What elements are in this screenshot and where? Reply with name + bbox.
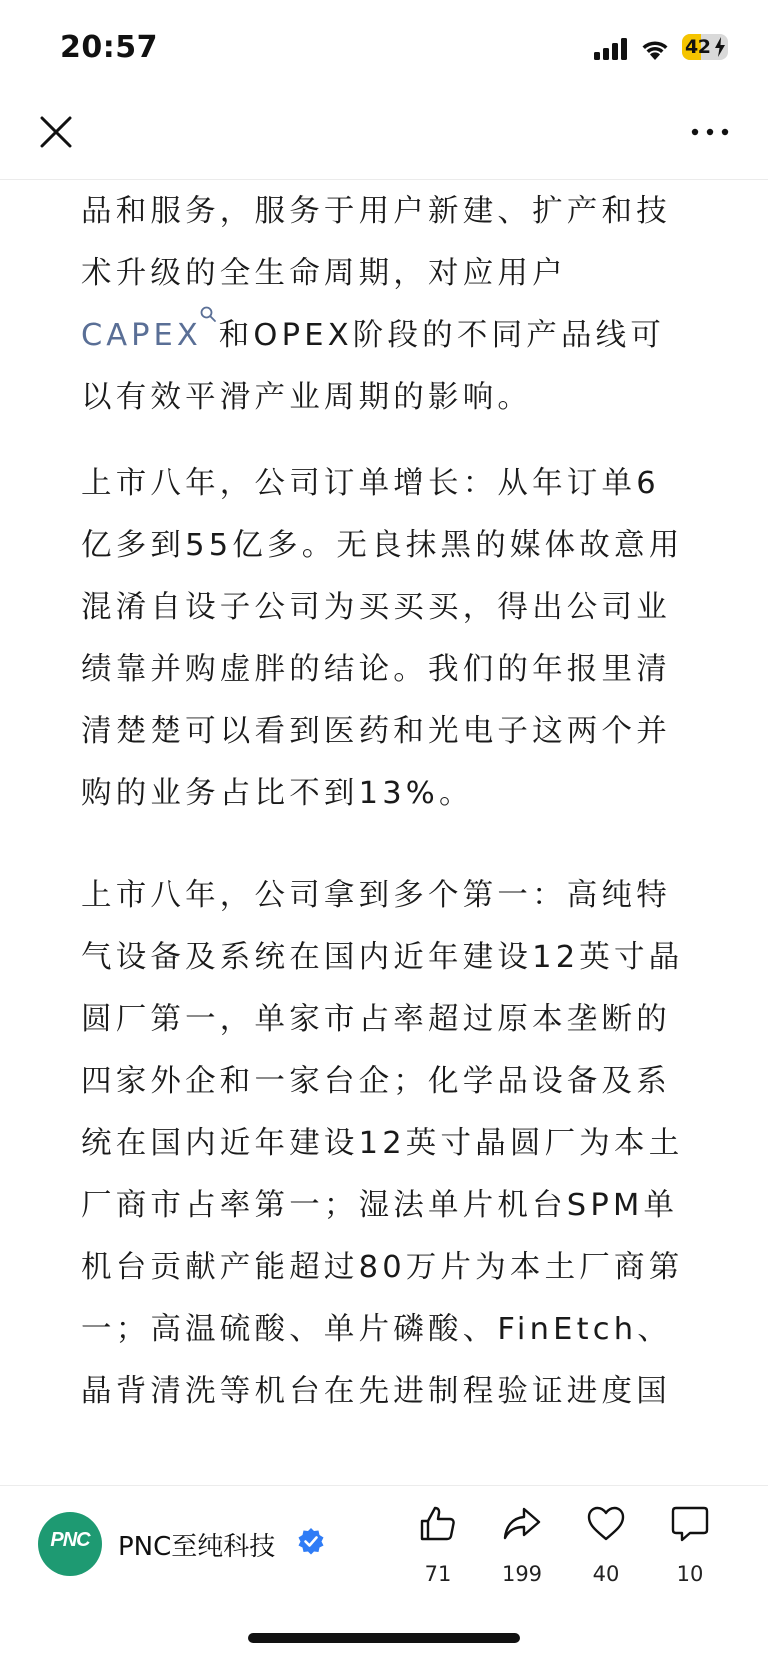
text-line: 一；高温硫酸、单片磷酸、FinEtch、 [81,1312,672,1347]
text-line: 机台贡献产能超过80万片为本土厂商第 [81,1250,684,1285]
status-time: 20:57 [60,30,158,65]
heart-icon [586,1504,626,1544]
favorite-count: 40 [592,1562,620,1586]
text-line: 术升级的全生命周期，对应用户 [81,256,567,291]
text-line: 亿多到55亿多。无良抹黑的媒体故意用 [81,528,684,563]
share-button[interactable] [486,1504,556,1594]
nav-bar [0,96,768,180]
charging-bolt-icon [714,37,726,57]
text-line: 厂商市占率第一；湿法单片机台SPM单 [81,1188,679,1223]
text-line: 混淆自设子公司为买买买，得出公司业 [81,590,671,625]
search-icon[interactable] [199,305,217,323]
battery-level: 42 [685,36,711,58]
text-line: 购的业务占比不到13%。 [81,776,474,811]
status-bar [0,0,768,96]
thumbs-up-icon [418,1504,458,1544]
wifi-icon [640,36,670,60]
text-line: 绩靠并购虚胖的结论。我们的年报里清 [81,652,671,687]
text-line: 品和服务，服务于用户新建、扩产和技 [81,194,671,229]
share-count: 199 [501,1562,543,1586]
favorite-button[interactable] [570,1504,640,1594]
text-line [81,305,681,367]
share-arrow-icon [502,1504,542,1544]
text-line: 统在国内近年建设12英寸晶圆厂为本土 [81,1126,684,1161]
verified-badge-icon [297,1527,325,1555]
paragraph-1 [81,181,681,429]
like-button[interactable] [402,1504,472,1594]
home-indicator[interactable] [248,1633,520,1643]
text-line: 圆厂第一，单家市占率超过原本垄断的 [81,1002,671,1037]
text-line: 上市八年，公司拿到多个第一：高纯特 [81,878,671,913]
text-segment: 和OPEX阶段的不同产品线可 [218,318,666,353]
more-icon[interactable] [690,124,730,140]
close-icon[interactable] [38,114,74,150]
comment-button[interactable] [654,1504,724,1594]
text-line: 上市八年，公司订单增长：从年订单6 [81,466,660,501]
comment-count: 10 [676,1562,704,1586]
paragraph-3 [81,865,684,1423]
avatar-logo-text: PNC [50,1529,90,1551]
comment-bubble-icon [670,1504,710,1544]
text-line: 晶背清洗等机台在先进制程验证进度国 [81,1374,671,1409]
article-body [0,181,768,1485]
capex-search-link[interactable]: CAPEX [81,318,202,353]
text-line: 气设备及系统在国内近年建设12英寸晶 [81,940,684,975]
text-line: 以有效平滑产业周期的影响。 [81,380,533,415]
signal-icon [594,38,628,60]
account-avatar[interactable] [38,1512,102,1576]
like-count: 71 [424,1562,452,1586]
text-line: 四家外企和一家台企；化学品设备及系 [81,1064,671,1099]
battery-icon [682,34,728,60]
account-name[interactable]: PNC至纯科技 [118,1532,276,1562]
paragraph-2 [81,453,684,825]
text-line: 清楚楚可以看到医药和光电子这两个并 [81,714,671,749]
